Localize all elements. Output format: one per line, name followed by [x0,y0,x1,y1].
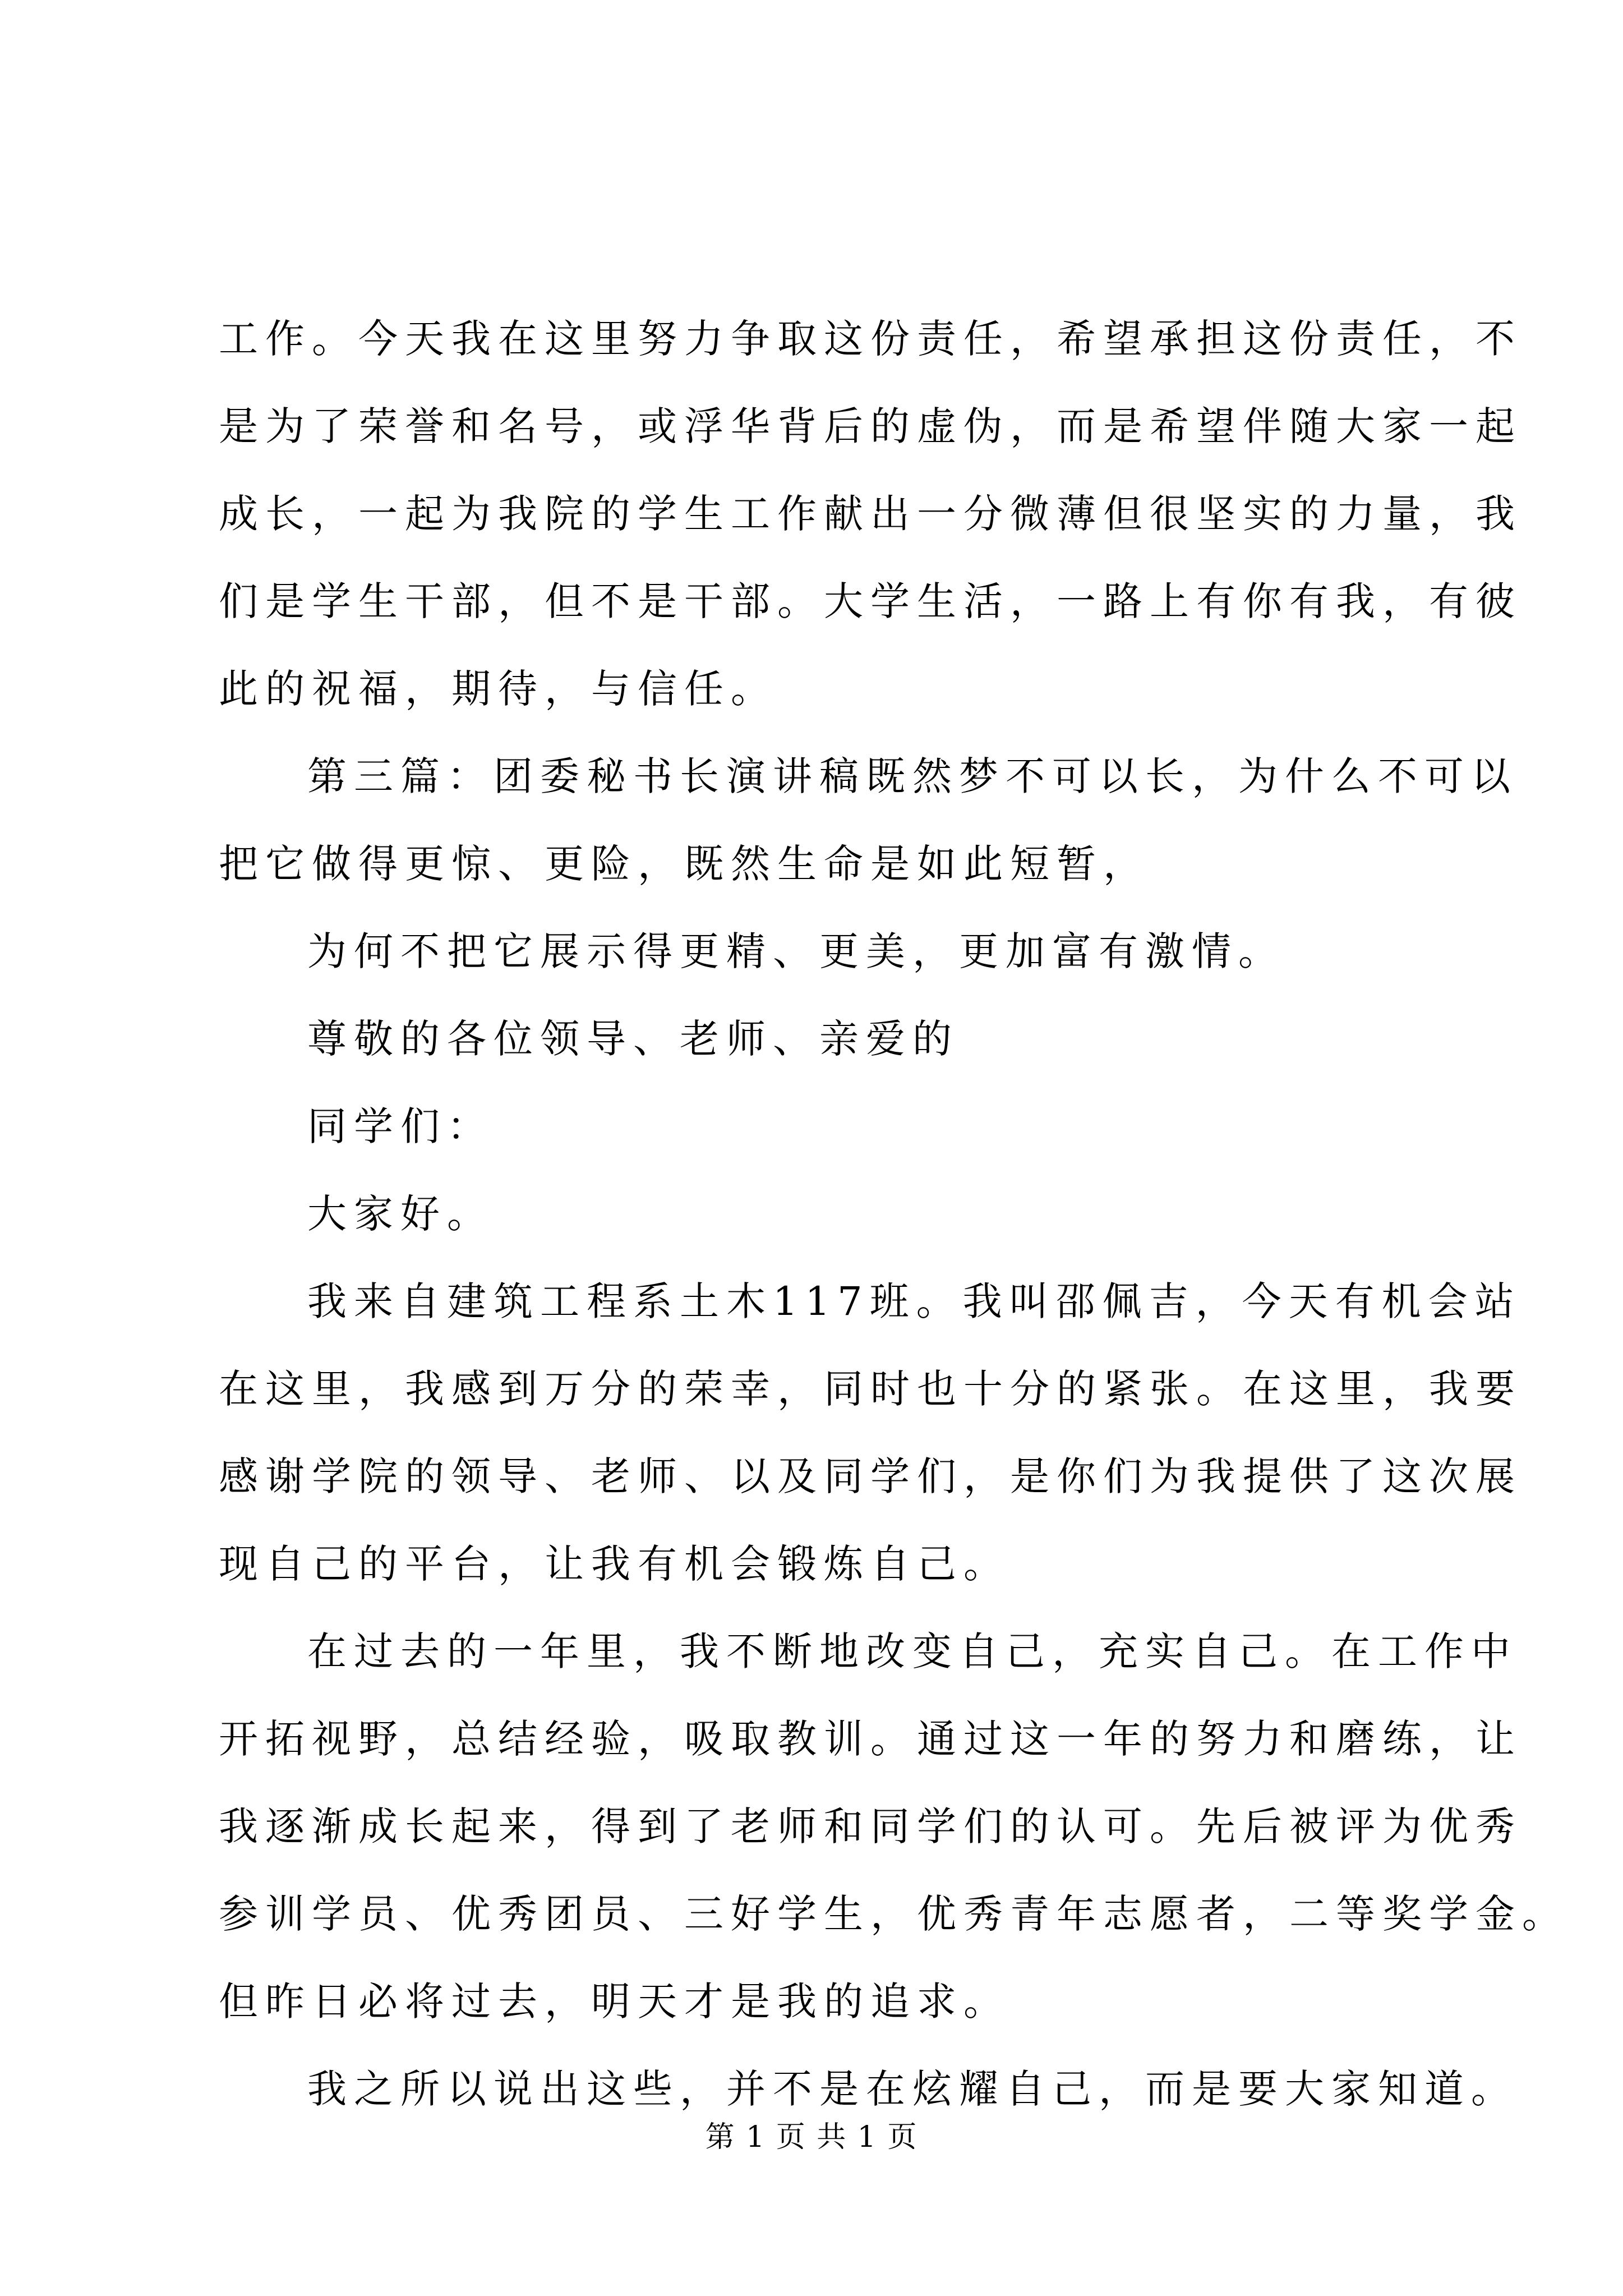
text-line: 为何不把它展示得更精、更美，更加富有激情。 [307,928,1285,974]
text-line: 在过去的一年里，我不断地改变自己，充实自己。在工作中 [307,1628,1518,1674]
text-line: 把它做得更惊、更险，既然生命是如此短暂， [219,841,1150,887]
section-heading-line: 第三篇：团委秘书长演讲稿既然梦不可以长，为什么不可以 [307,753,1518,799]
text-line: 但昨日必将过去，明天才是我的追求。 [219,1978,1010,2024]
text-line: 我逐渐成长起来，得到了老师和同学们的认可。先后被评为优秀 [219,1803,1522,1849]
text-line: 此的祝福，期待，与信任。 [219,666,777,712]
text-line: 成长，一起为我院的学生工作献出一分微薄但很坚实的力量，我 [219,491,1522,537]
text-line: 工作。今天我在这里努力争取这份责任，希望承担这份责任，不 [219,316,1522,362]
text-line: 开拓视野，总结经验，吸取教训。通过这一年的努力和磨练，让 [219,1716,1522,1762]
salutation-line: 同学们： [307,1103,494,1149]
text-line: 现自己的平台，让我有机会锻炼自己。 [219,1541,1010,1587]
text-line: 我之所以说出这些，并不是在炫耀自己，而是要大家知道。 [307,2066,1518,2112]
page-number-footer: 第 1 页 共 1 页 [705,2120,918,2154]
text-line: 我来自建筑工程系土木117班。我叫邵佩吉，今天有机会站 [307,1278,1521,1324]
text-line: 在这里，我感到万分的荣幸，同时也十分的紧张。在这里，我要 [219,1366,1522,1412]
text-line: 参训学员、优秀团员、三好学生，优秀青年志愿者，二等奖学金。 [219,1891,1569,1937]
greeting-line: 大家好。 [307,1191,494,1237]
text-line: 感谢学院的领导、老师、以及同学们，是你们为我提供了这次展 [219,1453,1522,1499]
text-line: 们是学生干部，但不是干部。大学生活，一路上有你有我，有彼 [219,578,1522,624]
salutation-line: 尊敬的各位领导、老师、亲爱的 [307,1016,959,1062]
text-line: 是为了荣誉和名号，或浮华背后的虚伪，而是希望伴随大家一起 [219,403,1522,449]
